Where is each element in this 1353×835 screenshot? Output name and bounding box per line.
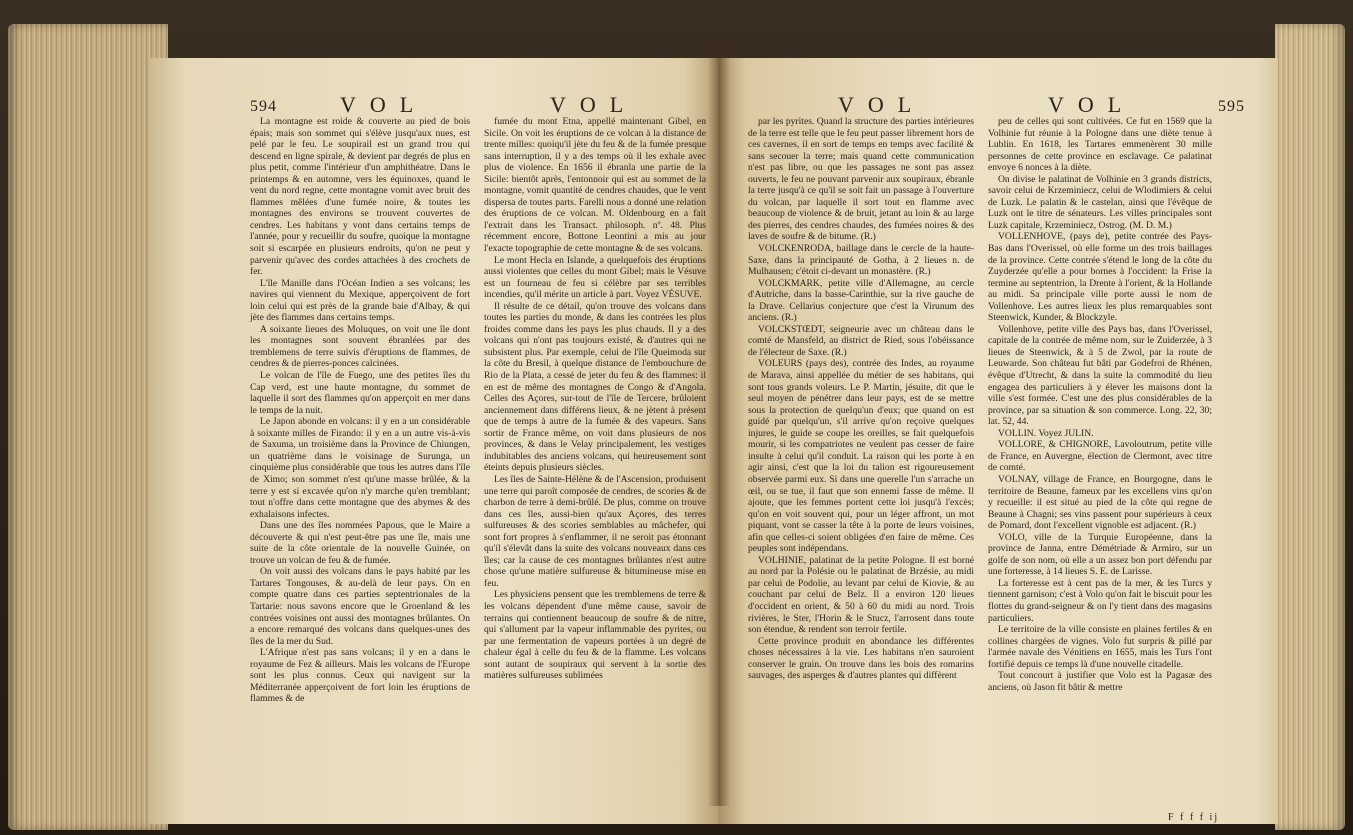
left-running-header-2: VOL (550, 92, 638, 117)
paragraph: VOLCKMARK, petite ville d'Allemagne, au cercle d'Autriche, dans la basse-Carinthie, sur la rive gauche de la Drave. Cellarius conjecture que c'est la Virunum des anciens. (R.) (748, 277, 974, 324)
right-running-header: VOL (838, 92, 926, 117)
paragraph: VOLLIN. Voyez JULIN. (998, 427, 1094, 439)
right-running-header-2: VOL (1048, 92, 1136, 117)
paragraph: Tout concourt à justifier que Volo est la Pagasæ des anciens, où Jason fit bâtir & mettre (988, 670, 1212, 693)
right-page-column-1 (748, 116, 974, 682)
paragraph: Cette province produit en abondance les différentes choses nécessaires à la vie. Les habitans n'en sauroient conserver le grain. On trouve dans les bois des romarins sauvages, des asperges & d'autres plantes qui diffèrent (748, 635, 974, 682)
paragraph: VOLO, ville de la Turquie Européenne, dans la province de Janna, entre Démétriade & Armiro, sur un golfe de son nom, où elle a un assez bon port défendu par une forteresse, à 14 lieues S. E. de Larisse. (988, 531, 1212, 578)
paragraph: Vollenhove, petite ville des Pays bas, dans l'Overissel, capitale de la contrée de même nom, sur le Zuiderzée, à 3 lieues de Steenwick, & à 5 de Zwol, par la route de Leuwarde. Son château fut bâti par Godefroi de Rhénen, évêque d'Utrecht, & dans la suite la commodité du lieu engagea des particuliers à y élever les maisons dont la ville s'est formée. C'est une des plus considérables de la province, par sa situation & son commerce. Long. 22, 30; lat. 52, 44. (988, 323, 1212, 428)
paragraph: VOLCKENRODA, baillage dans le cercle de la haute-Saxe, dans la principauté de Gotha, à 2 lieues n. de Mulhausen; c'étoit ci-devant un monastère. (R.) (748, 243, 974, 278)
paragraph: A soixante lieues des Moluques, on voit une île dont les montagnes sont souvent ébranlées par des tremblemens de terre suivis d'éruptions de flammes, de cendres & de pierres-ponces calcinées. (250, 323, 470, 370)
right-page (718, 58, 1278, 824)
paragraph: Le mont Hecla en Islande, a quelquefois des éruptions aussi violentes que celles du mont Gibel; mais le Vésuve est un fourneau de feu si célèbre par ses terribles incendies, qu'il mérite un article à part. Voyez VÉSUVE. (484, 254, 706, 301)
right-page-column-2 (988, 116, 1212, 693)
right-page-number: 595 (1218, 98, 1245, 115)
paragraph: Les îles de Sainte-Hélène & de l'Ascension, produisent une terre qui paroît composée de cendres, de scories & de charbon de terre à demi-brûlé. De plus, comme on trouve dans ces îles, aussi-bien qu'aux Açores, des terres sulfureuses & des scories semblables au mâchefer, qui sont fort propres à s'enflammer, il ne seroit pas étonnant qu'il s'élevât dans la suite des volcans nouveaux dans ces îles; car la cause de ces montagnes brûlantes n'est autre chose qu'une matière sulfureuse & bitumineuse mise en feu. (484, 473, 706, 589)
paragraph: Il résulte de ce détail, qu'on trouve des volcans dans toutes les parties du monde, & dans les contrées les plus froides comme dans les pays les plus chauds. Il y a des volcans qui n'ont pas toujours existé, & d'autres qui ne subsistent plus. Par exemple, celui de l'île Queimoda sur la côte du Bresil, à quelque distance de l'embouchure de Rio de la Plata, a cessé de jeter du feu & des flammes: il en est de même des montagnes de Congo & d'Angola. Celles des Açores, sur-tout de l'île de Tercere, brûloient anciennement dans différens lieux, & ne jètent à présent que de temps à autre de la fumée & des vapeurs. Sans sortir de France même, on voit dans plusieurs de nos provinces, & dans le Velay principalement, les vestiges indubitables des anciens volcans, qui heureusement sont éteints depuis plusieurs siècles. (484, 300, 706, 474)
paragraph: fumée du mont Etna, appellé maintenant Gibel, en Sicile. On voit les éruptions de ce volcan à la distance de trente milles: quoiqu'il jète du feu & de la fumée presque sans interruption, il y a des temps où il les exhale avec plus de violence. En 1656 il ébranla une partie de la Sicile: bientôt après, l'entonnoir qui est au sommet de la montagne, vomit quantité de cendres chaudes, que le vent dispersa de toutes parts. Farelli nous a donné une relation des éruptions de ce volcan. M. Oldenbourg en a fait l'extrait dans les Transact. philosoph. nº. 48. Plus récemment encore, Bottone Leontini a mis au jour l'exacte topographie de cette montagne & de ses volcans. (484, 116, 706, 255)
paragraph: Les physiciens pensent que les tremblemens de terre & les volcans dépendent d'une même cause, savoir de terrains qui contiennent beaucoup de soufre & de nitre, qui s'allument par la vapeur inflammable des pyrites, ou par une fermentation de vapeurs portées à un degré de chaleur égal à celle du feu & de la flamme. Les volcans sont autant de soupiraux qui servent à la sortie des matières sulfureuses sublimées (484, 589, 706, 682)
paragraph: VOLLORE, & CHIGNORE, Lavoloutrum, petite ville de France, en Auvergne, élection de Clermont, avec titre de comté. (988, 439, 1212, 474)
paragraph: Le Japon abonde en volcans: il y en a un considérable à soixante milles de Firando: il y en a un autre vis-à-vis de Saxuma, un troisième dans la Province de Chiungen, un quatrième dans le voisinage de Surunga, un cinquième plus considérable que tous les autres dans l'île de Ximo; son sommet n'est qu'une masse brûlée, & la terre y est si excavée qu'on n'y marche qu'en tremblant; tout n'offre dans cette montagne que des abymes & des exhalaisons infectes. (250, 416, 470, 520)
paragraph: Dans une des îles nommées Papous, que le Maire a découverte & qui n'est peut-être pas une île, mais une suite de la côte orientale de la nouvelle Guinée, on trouve un volcan de feu & de fumée. (250, 520, 470, 566)
paragraph: L'Afrique n'est pas sans volcans; il y en a dans le royaume de Fez & ailleurs. Mais les volcans de l'Europe sont les plus connus. Ceux qui navigent sur la Méditerranée apperçoivent de fort loin les éruptions de flammes & de (250, 647, 470, 705)
signature-mark: F f f f ij (1168, 812, 1220, 823)
paragraph: La forteresse est à cent pas de la mer, & les Turcs y tiennent garnison; c'est à Volo qu'on fait le biscuit pour les flottes du grand-seigneur & on l'y tient dans des magasins particuliers. (988, 577, 1212, 624)
left-running-header: VOL (340, 92, 428, 117)
paragraph: VOLLENHOVE, (pays de), petite contrée des Pays-Bas dans l'Overissel, où elle forme un des trois baillages de la province. Cette contrée s'étend le long de la côte du Zuyderzée qu'elle a pour bornes à l'occident: la Frise la termine au septentrion, la Drente à l'orient, & la Hollande au midi. Sa principale ville porte aussi le nom de Vollenhove. Les autres lieux les plus remarquables sont Steenwick, Kunder, & Blockzyle. (988, 231, 1212, 324)
left-page-number: 594 (250, 98, 277, 115)
paragraph: VOLNAY, village de France, en Bourgogne, dans le territoire de Beaune, fameux par les excellens vins qu'on y recueille: il est situé au pied de la côte qui regne de Beaune à Chagni; ses vins passent pour supérieurs à ceux de Pomard, dont l'excellent vignoble est adjacent. (R.) (988, 473, 1212, 532)
paragraph: VOLCKSTŒDT, seigneurie avec un château dans le comté de Mansfeld, au district de Ried, sous l'obéissance de l'électeur de Saxe. (R.) (748, 323, 974, 358)
paragraph: On voit aussi des volcans dans le pays habité par les Tartares Tongouses, & au-delà de leur pays. On en compte quatre dans ces parties septentrionales de la Tartarie: nous savons encore que le Groenland & les contrées voisines ont aussi des montagnes brûlantes. On a encore remarqué des volcans dans quelques-unes des îles de la mer du Sud. (250, 566, 470, 647)
paragraph: On divise le palatinat de Volhinie en 3 grands districts, savoir celui de Krzeminiecz, celui de Wlodimiers & celui de Luzk. Le palatin & le castelan, ainsi que l'évêque de Luzk ont le titre de sénateurs. Les villes principales sont Luzk capitale, Krzeminiecz, Ostrog. (M. D. M.) (988, 173, 1212, 231)
paragraph: VOLHINIE, palatinat de la petite Pologne. Il est borné au nord par la Polésie ou le palatinat de Brzésie, au midi par celui de Podolie, au levant par celui de Kiovie, & au couchant par celui de Belz. Il a environ 120 lieues d'occident en orient, & 50 à 60 du midi au nord. Trois rivières, le Ster, l'Horin & le Stucz, l'arrosent dans toute son étendue, & rendent son terroir fertile. (748, 554, 974, 636)
paragraph: peu de celles qui sont cultivées. Ce fut en 1569 que la Volhinie fut réunie à la Pologne dans une diète tenue à Lublin. En 1618, les Tartares emmenèrent 30 mille personnes de cette province en esclavage. Ce palatinat envoye 6 nonces à la diète. (988, 116, 1212, 174)
left-page-column-1 (250, 116, 470, 705)
paragraph: La montagne est roide & couverte au pied de bois épais; mais son sommet qui s'élève jusqu'aux nues, est pelé par le feu. Le soupirail est un grand trou qui descend en ligne spirale, & devient par degrés de plus en plus petit, comme l'intérieur d'un amphithéatre. Dans le printemps & en automne, vers les équinoxes, quand le vent du nord regne, cette montagne vomit avec bruit des flammes mêlées d'une fumée noire, & toutes les montagnes des environs se trouvent couvertes de cendres. Les habitans y vont dans certains temps de l'année, pour y recueillir du soufre, quoique la montagne soit si escarpée en plusieurs endroits, qu'on ne peut y parvenir qu'avec des cordes attachées à des crochets de fer. (250, 116, 470, 278)
right-page-block-edge (1275, 24, 1345, 830)
left-page-block-edge (8, 24, 168, 830)
paragraph: Le volcan de l'île de Fuego, une des petites îles du Cap verd, est une haute montagne, du sommet de laquelle il sort des flammes qu'on apperçoit en mer dans le temps de la nuit. (250, 370, 470, 416)
paragraph: par les pyrites. Quand la structure des parties intérieures de la terre est telle que le feu peut passer librement hors de ces cavernes, il en sort de temps en temps avec facilité & sans secouer la terre; mais quand cette communication n'est pas libre, ou que les passages ne sont pas assez ouverts, le feu ne pouvant parvenir aux soupiraux, ébranle la terre jusqu'à ce qu'il se soit fait un passage à l'ouverture du volcan, par laquelle il sort tout en flamme avec beaucoup de violence & de bruit, jetant au loin & au large des pierres, des cendres chaudes, des fumées noires & des laves de soufre & de bitume. (R.) (748, 116, 974, 243)
paragraph: Le territoire de la ville consiste en plaines fertiles & en collines chargées de vignes. Volo fut surpris & pillé par l'armée navale des Vénitiens en 1655, mais les Turs l'ont fortifié depuis ce temps là d'une nouvelle citadelle. (988, 624, 1212, 670)
left-page (150, 58, 718, 824)
left-page-column-2 (484, 116, 706, 682)
paragraph: VOLEURS (pays des), contrée des Indes, au royaume de Marava, ainsi appellée du métier de ses habitans, qui sont tous grands voleurs. Le P. Martin, jésuite, dit que le seul moyen de pénétrer dans leur pays, est de se mettre sous la protection de quelqu'un d'eux; que quand on est guidé par quelqu'un, s'il arrive qu'on reçoive quelques injures, le guide se coupe les oreilles, se fait quelquefois mourir, si les compatriotes ne veulent pas cesser de faire insulte à celui qu'il conduit. La raison qui les porte à en agir ainsi, c'est que la loi du talion est rigoureusement observée parmi eux. Si dans une querelle l'un s'arrache un œil, ou se tue, il faut que son ennemi fasse de même. Il ajoute, que les femmes portent cette loi jusqu'à l'excès; qu'on en voit souvent qui, pour un léger affront, un mot piquant, vont se casser la tête à la porte de leurs voisines, afin que celles-ci soient obligées d'en faire de même. Ces peuples sont indépendans. (748, 358, 974, 555)
book-gutter (708, 40, 730, 806)
paragraph: L'île Manille dans l'Océan Indien a ses volcans; les navires qui viennent du Mexique, apperçoivent de fort loin celui qui est près de la grande baie d'Albay, & qui jète des flammes dans certains temps. (250, 277, 470, 324)
